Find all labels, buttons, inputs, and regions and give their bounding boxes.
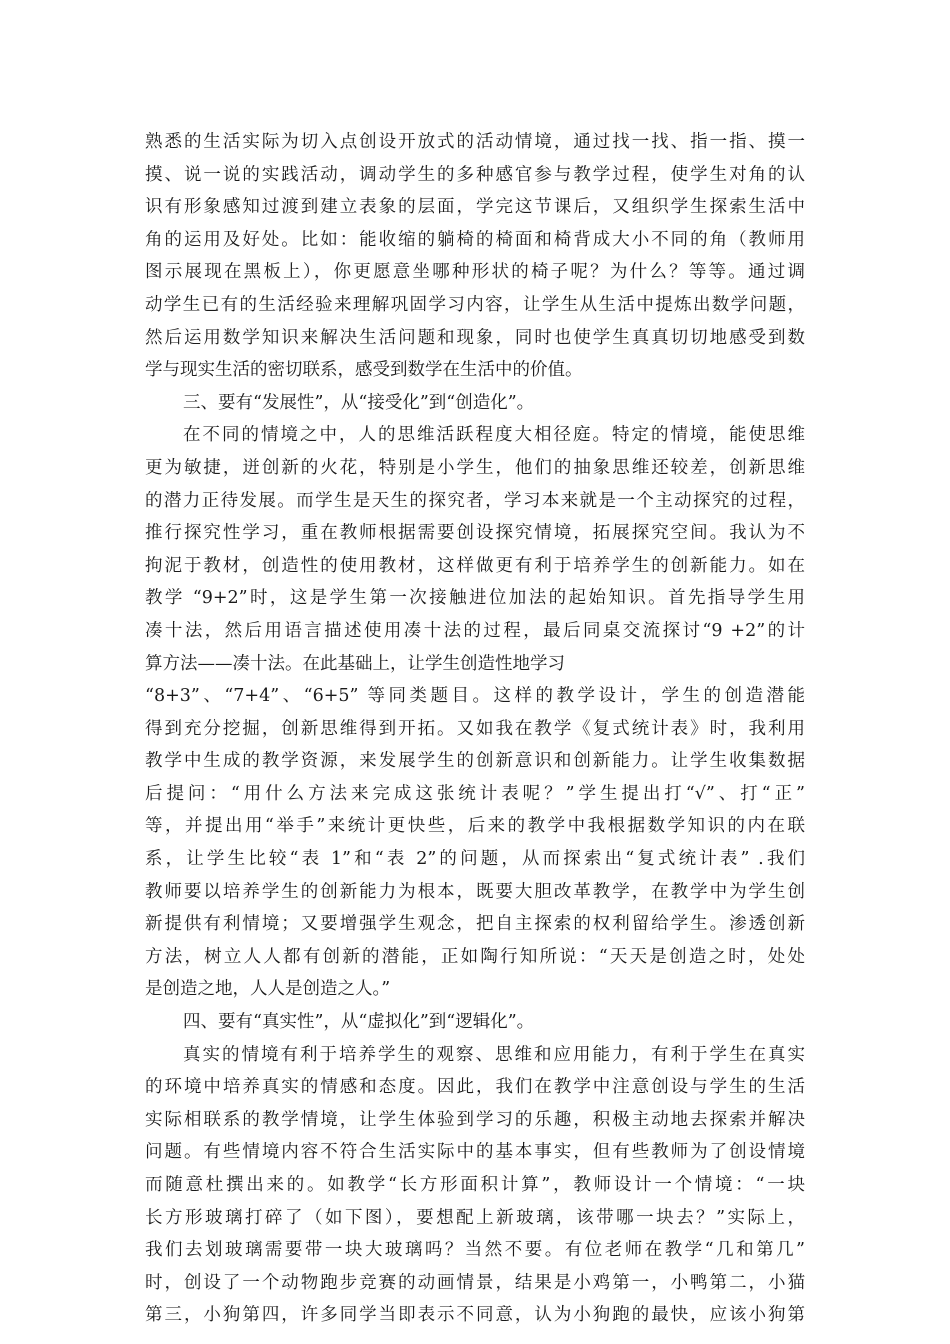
text-line: 真实的情境有利于培养学生的观察、思维和应用能力，有利于学生在真实 — [183, 1044, 805, 1065]
text-line: 问题。有些情境内容不符合生活实际中的基本事实，但有些教师为了创设情境 — [145, 1142, 805, 1163]
text-line: 时，创设了一个动物跑步竞赛的动画情景，结果是小鸡第一，小鸭第二，小猫 — [145, 1272, 805, 1293]
text-line: 后提问：“用什么方法来完成这张统计表呢？”学生提出打“√”、打“正” — [145, 783, 805, 804]
text-line: 在不同的情境之中，人的思维活跃程度大相径庭。特定的情境，能使思维 — [183, 425, 805, 446]
text-line: 得到充分挖掘，创新思维得到开拓。又如我在教学《复式统计表》时，我利用 — [145, 718, 805, 739]
body-text — [145, 126, 805, 1332]
text-line: 是创造之地，人人是创造之人。” — [145, 979, 391, 1000]
text-line: 算方法——凑十法。在此基础上，让学生创造性地学习 — [145, 653, 565, 674]
text-line: 系，让学生比较“表 1”和“表 2”的问题，从而探索出“复式统计表” .我们 — [145, 849, 805, 870]
text-line: 拘泥于教材，创造性的使用教材，这样做更有利于培养学生的创新能力。如在 — [145, 555, 805, 576]
section-heading: 四、要有“真实性”，从“虚拟化”到“逻辑化”。 — [183, 1012, 535, 1033]
section-heading: 三、要有“发展性”，从“接受化”到“创造化”。 — [183, 392, 535, 413]
text-line: 摸、说一说的实践活动，调动学生的多种感官参与教学过程，使学生对角的认 — [145, 164, 805, 185]
text-line: 凑十法，然后用语言描述使用凑十法的过程，最后同桌交流探讨“9 +2”的计 — [145, 620, 805, 641]
text-line: 推行探究性学习，重在教师根据需要创设探究情境，拓展探究空间。我认为不 — [145, 523, 805, 544]
text-line: 方法，树立人人都有创新的潜能，正如陶行知所说：“天天是创造之时，处处 — [145, 946, 805, 967]
text-line: 动学生已有的生活经验来理解巩固学习内容，让学生从生活中提炼出数学问题， — [145, 294, 805, 315]
text-line: 更为敏捷，迸创新的火花，特别是小学生，他们的抽象思维还较差，创新思维 — [145, 457, 805, 478]
text-line: 角的运用及好处。比如：能收缩的躺椅的椅面和椅背成大小不同的角（教师用 — [145, 229, 805, 250]
text-line: 长方形玻璃打碎了（如下图），要想配上新玻璃，该带哪一块去？”实际上， — [145, 1207, 805, 1228]
text-line: 图示展现在黑板上），你更愿意坐哪种形状的椅子呢？为什么？等等。通过调 — [145, 262, 805, 283]
text-line: 第三，小狗第四，许多同学当即表示不同意，认为小狗跑的最快，应该小狗第 — [145, 1305, 805, 1326]
text-line: 实际相联系的教学情境，让学生体验到学习的乐趣，积极主动地去探索并解决 — [145, 1109, 805, 1130]
text-line: 而随意杜撰出来的。如教学“长方形面积计算”，教师设计一个情境：“一块 — [145, 1175, 805, 1195]
text-line: “8+3”、“7+4”、“6+5” 等同类题目。这样的教学设计，学生的创造潜能 — [145, 686, 805, 707]
text-line: 的环境中培养真实的情感和态度。因此，我们在教学中注意创设与学生的生活 — [145, 1077, 805, 1098]
text-line: 新提供有利情境；又要增强学生观念，把自主探索的权利留给学生。渗透创新 — [145, 914, 805, 935]
text-line: 熟悉的生活实际为切入点创设开放式的活动情境，通过找一找、指一指、摸一 — [145, 132, 805, 152]
text-line: 识有形象感知过渡到建立表象的层面，学完这节课后，又组织学生探索生活中 — [145, 197, 805, 218]
text-line: 我们去划玻璃需要带一块大玻璃吗？当然不要。有位老师在教学“几和第几” — [145, 1240, 805, 1261]
text-line: 等，并提出用“举手”来统计更快些，后来的教学中我根据数学知识的内在联 — [145, 816, 805, 837]
text-line: 学与现实生活的密切联系，感受到数学在生活中的价值。 — [145, 360, 583, 381]
text-line: 的潜力正待发展。而学生是天生的探究者，学习本来就是一个主动探究的过程， — [145, 490, 805, 511]
text-line: 教学 “9+2”时，这是学生第一次接触进位加法的起始知识。首先指导学生用 — [145, 588, 805, 609]
text-line: 教学中生成的教学资源，来发展学生的创新意识和创新能力。让学生收集数据 — [145, 751, 805, 772]
text-line: 教师要以培养学生的创新能力为根本，既要大胆改革教学，在教学中为学生创 — [145, 881, 805, 902]
text-line: 然后运用数学知识来解决生活问题和现象，同时也使学生真真切切地感受到数 — [145, 327, 805, 348]
